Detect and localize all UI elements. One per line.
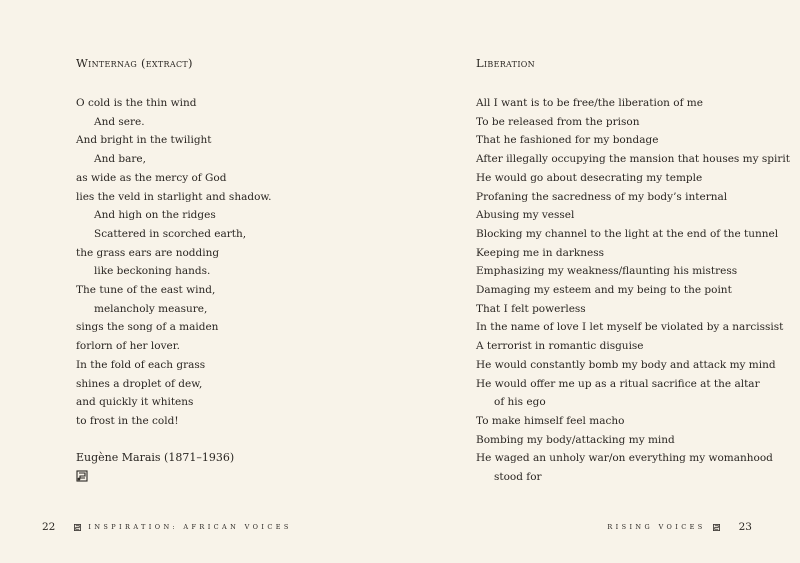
poem-line: and quickly it whitens [76,396,194,409]
poem-line: Bombing my body/attacking my mind [476,433,675,446]
poem-line: He would offer me up as a ritual sacrifice at the altar [476,377,760,390]
right-page [400,0,800,563]
mini-ornament-icon [713,524,720,531]
poem-line: like beckoning hands. [94,265,211,278]
poem-line: The tune of the east wind, [76,284,216,297]
poem-line: And sere. [94,115,145,128]
poem-line: In the name of love I let myself be violated by a narcissist [476,321,784,334]
poem-line: the grass ears are nodding [76,246,220,259]
poem-line: stood for [494,471,542,484]
poem-attribution: Eugène Marais (1871–1936) [76,451,235,464]
adinkra-ornament-icon [76,470,88,482]
poem-line: He would go about desecrating my temple [476,171,703,184]
poem-body [76,94,376,431]
poem-line: That he fashioned for my bondage [476,134,659,147]
poem-line: lies the veld in starlight and shadow. [76,190,272,203]
poem-line: And bare, [94,153,146,166]
poem-line: Blocking my channel to the light at the end of the tunnel [476,227,779,240]
mini-ornament-icon [74,524,81,531]
poem-line: Scattered in scorched earth, [94,227,247,240]
poem-line: to frost in the cold! [76,414,179,427]
poem-line: To make himself feel macho [476,414,625,427]
poem-line: Abusing my vessel [476,209,575,222]
poem-line: Profaning the sacredness of my body’s internal [476,190,728,203]
poem-line: A terrorist in romantic disguise [476,340,644,353]
running-head: RISING VOICES [607,523,706,531]
poem-title: Winternag (extract) [76,56,193,70]
poem-line: All I want is to be free/the liberation of me [476,97,703,109]
poem-line: shines a droplet of dew, [76,377,203,390]
poem-line: He would constantly bomb my body and attack my mind [476,358,776,371]
poem-line: of his ego [494,396,546,409]
page-footer [607,521,752,533]
poem-line: To be released from the prison [476,115,640,128]
poem-line: And high on the ridges [94,209,216,222]
poem-line: sings the song of a maiden [76,321,219,334]
poem-line: as wide as the mercy of God [76,171,227,184]
poem-line: After illegally occupying the mansion that houses my spirit [476,153,790,166]
running-head: INSPIRATION: AFRICAN VOICES [88,523,292,531]
poem-line: He waged an unholy war/on everything my womanhood [476,452,773,465]
poem-line: That I felt powerless [476,302,586,315]
poem-line: And bright in the twilight [76,134,212,147]
page-footer [42,521,292,533]
poem-line: O cold is the thin wind [76,97,197,109]
poem-line: Keeping me in darkness [476,246,604,259]
page-number: 22 [42,521,56,533]
poem-line: Emphasizing my weakness/flaunting his mistress [476,265,738,278]
poem-title: Liberation [476,56,535,70]
poem-body [476,94,790,487]
poem-line: In the fold of each grass [76,358,206,371]
poem-line: Damaging my esteem and my being to the point [476,284,732,297]
poem-line: forlorn of her lover. [76,340,180,353]
poem-line: melancholy measure, [94,302,208,315]
page-number: 23 [738,521,752,533]
